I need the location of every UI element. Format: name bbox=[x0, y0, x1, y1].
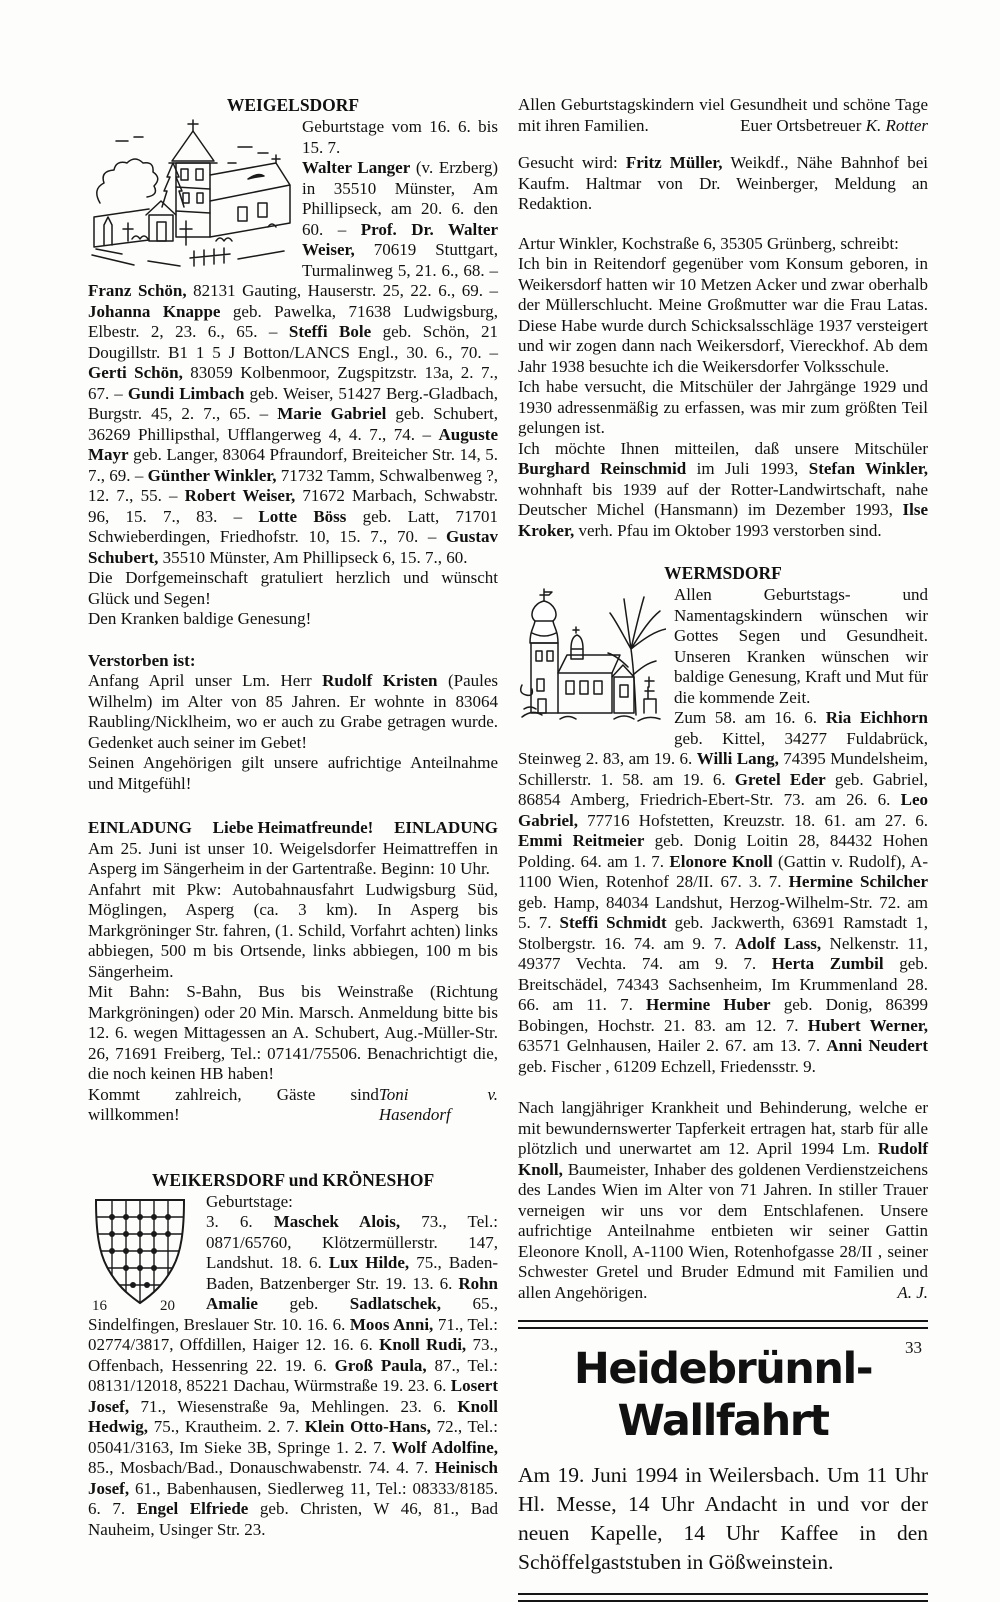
weigelsdorf-greeting: Die Dorfgemeinschaft gratuliert herzlich und wünscht Glück und Segen! bbox=[88, 568, 498, 608]
weigelsdorf-intro: Geburtstage vom 16. 6. bis 15. 7. bbox=[302, 117, 498, 157]
page-number: 33 bbox=[905, 1338, 922, 1357]
section-heading-weikersdorf: WEIKERSDORF und KRÖNESHOF bbox=[151, 1169, 435, 1190]
column-right bbox=[518, 95, 928, 1602]
einladung-paragraph-1: Am 25. Juni ist unser 10. Weigelsdorfer Heimattreffen in Asperg im Sängerheim in der Gartentraße. Beginn: 10 Uhr. bbox=[88, 838, 498, 878]
winkler-letter-intro: Artur Winkler, Kochstraße 6, 35305 Grünberg, schreibt: bbox=[518, 233, 899, 253]
weikersdorf-shield-illustration bbox=[88, 1194, 192, 1312]
einladung-signature: Toni v. Hasendorf bbox=[378, 1084, 498, 1124]
wermsdorf-greeting: Allen Geburtstags- und Namentagskindern wünschen wir Gottes Segen und Gesundheit. Unseren Kranken wünschen wir baldige Genesung, Kraft und Mut für die kommende Zeit. bbox=[674, 585, 928, 707]
verstorben-text-2: Seinen Angehörigen gilt unsere aufrichtige Anteilnahme und Mitgefühl! bbox=[88, 753, 498, 793]
wermsdorf-section bbox=[518, 585, 928, 1077]
einladung-heading-row bbox=[88, 818, 498, 839]
einladung-paragraph-3: Mit Bahn: S-Bahn, Bus bis Weinstraße (Richtung Markgröningen) oder 20 Min. Marsch. Anmeldung bitte bis 12. 6. wegen Mittagessen an A. Schubert, Aug.-Müller-Str. 26, 71691 Freiberg, Tel.: 07141/75506. Benachrichtigt die, die noch keinen HB haben! bbox=[88, 982, 498, 1083]
double-rule-top bbox=[518, 1320, 928, 1329]
einladung-label-right: EINLADUNG bbox=[394, 818, 498, 837]
weigelsdorf-section bbox=[88, 117, 498, 630]
section-heading-wermsdorf: WERMSDORF bbox=[664, 563, 782, 583]
wallfahrt-body: Am 19. Juni 1994 in Weilersbach. Um 11 Uhr Hl. Messe, 14 Uhr Andacht in und vor der neuen Kapelle, 14 Uhr Kaffee in den Schöffelgaststuben in Gößweinstein. bbox=[518, 1463, 928, 1574]
wermsdorf-birthday-list: Zum 58. am 16. 6. Ria Eichhorn geb. Kittel, 34277 Fuldabrück, Steinweg 2. 83, am 19. 6. Willi Lang, 74395 Mundelsheim, Schillerstr. 1. 58. am 19. 6. Gretel Eder geb. Gabriel, 86854 Amberg, Friedrich-Ebert-Str. 73. am 26. 6. Leo Gabriel, 77716 Hofstetten, Kreuzstr. 18. 61. am 27. 6. Emmi Reitmeier geb. Donig Loitin 28, 84432 Hohen Polding. 64. am 1. 7. Elonore Knoll (Gattin v. Rudolf), A-1100 Wien, Rotenhof 28/II. 67. 3. 7. Hermine Schilcher geb. Hamp, 84034 Landshut, Herzog-Wilhelm-Str. 72. am 5. 7. Steffi Schmidt geb. Jackwerth, 63691 Ramstadt 1, Stolbergstr. 16. 74. am 9. 7. Adolf Lass, Nelkenstr. 11, 49377 Vechta. 74. am 9. 7. Herta Zumbil geb. Breitschädel, 74343 Sachsenheim, Im Krummenland 28. 66. am 11. 7. Hermine Huber geb. Donig, 86399 Bobingen, Hochstr. 21. 83. am 12. 7. Hubert Werner, 63571 Gelnhausen, Hailer 2. 67. am 13. 7. Anni Neudert geb. Fischer , 61209 Echzell, Friedensstr. 9. bbox=[518, 708, 929, 1076]
einladung-label-center: Liebe Heimatfreunde! bbox=[212, 818, 374, 837]
shield-number-right: 20 bbox=[160, 1297, 175, 1312]
shield-number-left: 16 bbox=[92, 1297, 107, 1312]
winkler-letter-paragraph-2: Ich habe versucht, die Mitschüler der Jahrgänge 1929 und 1930 adressenmäßig zu erfassen, was mir zum größten Teil gelungen ist. bbox=[518, 377, 928, 437]
double-rule-bottom bbox=[518, 1593, 928, 1602]
weigelsdorf-church-illustration bbox=[88, 119, 294, 269]
winkler-letter-paragraph-1: Ich bin in Reitendorf gegenüber vom Konsum geboren, in Weikersdorf hatten wir 10 Metzen Acker und zwar oberhalb der Müllerschlucht. Meine Großmutter war die Frau Latas. Diese Habe wurde durch Schicksalsschläge 1937 versteigert und wir zogen dann nach Weikersdorf, Viereckhof. Ab dem Jahr 1938 besuchte ich die Weikersdorfer Volksschule. bbox=[518, 254, 928, 376]
weikersdorf-label: Geburtstage: bbox=[206, 1191, 293, 1211]
einladung-closing: Kommt zahlreich, Gäste sind willkommen! bbox=[88, 1084, 379, 1124]
weigelsdorf-birthday-list: Walter Langer (v. Erzberg) in 35510 Münster, Am Phillipseck, am 20. 6. den 60. – Prof. Dr. Walter Weiser, 70619 Stuttgart, Turmalinweg 5, 21. 6., 68. – Franz Schön, 82131 Gauting, Hauserstr. 25, 22. 6., 69. – Johanna Knappe geb. Pawelka, 71638 Ludwigsburg, Elbestr. 2, 23. 6., 65. – Steffi Bole geb. Schön, 21 Dougillstr. B1 1 5 J Botton/LANCS Engl., 30. 6., 70. – Gerti Schön, 83059 Kolbenmoor, Zugspitzstr. 13a, 2. 7., 67. – Gundi Limbach geb. Weiser, 51427 Berg.-Gladbach, Burgstr. 45, 2. 7., 65. – Marie Gabriel geb. Schubert, 36269 Phillipsthal, Ufflangerweg 4, 4. 7., 74. – Auguste Mayr geb. Langer, 83064 Pfraundorf, Breiteicher Str. 14, 5. 7., 69. – Günther Winkler, 71732 Tamm, Schwalbenweg ?, 12. 7., 55. – Robert Weiser, 71672 Marbach, Schwabstr. 96, 15. 7., 83. – Lotte Böss geb. Latt, 71701 Schwieberdingen, Friedhofstr. 10, 15. 7., 70. – Gustav Schubert, 35510 Münster, Am Phillipseck 6, 15. 7., 60. bbox=[88, 158, 499, 567]
winkler-letter-paragraph-3: Ich möchte Ihnen mitteilen, daß unsere Mitschüler Burghard Reinschmid im Juli 1993, Stefan Winkler, wohnhaft bis 1939 auf der Rotter-Landwirtschaft, nahe Deutscher Michel (Hansmann) im Dezember 1993, Ilse Kroker, verh. Pfau im Oktober 1993 verstorben sind. bbox=[518, 438, 928, 540]
column-left bbox=[88, 95, 498, 1540]
intro-paragraph: Allen Geburtstagskindern viel Gesundheit und schöne Tage mit ihren Familien. Euer Ortsbetreuer K. Rotter bbox=[518, 95, 928, 135]
wallfahrt-headline: Heidebrünnl-Wallfahrt bbox=[573, 1344, 873, 1446]
verstorben-heading: Verstorben ist: bbox=[88, 650, 196, 670]
einladung-paragraph-2: Anfahrt mit Pkw: Autobahnausfahrt Ludwigsburg Süd, Möglingen, Asperg (ca. 3 km). In Asperg bis Markgröninger Str. fahren, (1. Schild, Vorfahrt achten) links abbiegen, 500 m bis Ortsende, links abbiegen, 100 m bis Sängerheim. bbox=[88, 879, 498, 981]
section-heading-weigelsdorf: WEIGELSDORF bbox=[226, 95, 360, 115]
wermsdorf-church-illustration bbox=[518, 587, 666, 727]
weikersdorf-birthday-list: 3. 6. Maschek Alois, 73., Tel.: 0871/65760, Klötzermüllerstr. 147, Landshut. 18. 6. Lux Hilde, 75., Baden-Baden, Batzenberger Str. 19. 13. 6. Rohn Amalie geb. Sadlatschek, 65., Sindelfingen, Breslauer Str. 10. 16. 6. Moos Anni, 71., Tel.: 02774/3817, Offdillen, Haiger 12. 16. 6. Knoll Rudi, 73., Offenbach, Hessenring 22. 19. 6. Groß Paula, 87., Tel.: 08131/12018, 85221 Dachau, Würmstraße 19. 23. 6. Losert Josef, 71., Wiesenstraße 9a, Mehlingen. 23. 6. Knoll Hedwig, 75., Krautheim. 2. 7. Klein Otto-Hans, 72., Tel.: 05041/3163, Im Sieke 3B, Springe 1. 2. 7. Wolf Adolfine, 85., Mosbach/Bad., Donauschwabenstr. 74. 4. 7. Heinisch Josef, 61., Babenhausen, Siedlerweg 11, Tel.: 08333/8185. 6. 7. Engel Elfriede geb. Christen, W 46, 81., Bad Nauheim, Usinger Str. 23. bbox=[88, 1212, 499, 1539]
weikersdorf-section bbox=[88, 1192, 498, 1541]
einladung-closing-row bbox=[88, 1085, 498, 1126]
verstorben-text: Anfang April unser Lm. Herr Rudolf Kristen (Paules Wilhelm) im Alter von 85 Jahren. Er wohnte in 83064 Raubling/Nicklheim, wo er auch zu Grabe getragen wurde. Gedenket auch seiner im Gebet! bbox=[88, 671, 499, 752]
einladung-label-left: EINLADUNG bbox=[88, 818, 192, 837]
obituary-paragraph: Nach langjähriger Krankheit und Behinderung, welche er mit bewundernswerter Tapferkeit ertragen hat, starb für alle plötzlich und unerwartet am 12. April 1994 Lm. Rudolf Knoll, Baumeister, Inhaber des goldenen Verdienstzeichens des Landes Wien im Alter von 71 Jahren. In stiller Trauer verneigen wir uns vor dem Entschlafenen. Unsere aufrichtige Anteilnahme entbieten wir seiner Gattin Eleonore Knoll, A-1100 Wien, Rotenhofgasse 28/II , seiner Schwester Gretel und Bruder Edmund mit Familien und allen Angehörigen. A. J. bbox=[518, 1098, 928, 1302]
gesucht-paragraph: Gesucht wird: Fritz Müller, Weikdf., Nähe Bahnhof bei Kaufm. Haltmar von Dr. Weinberger, Meldung an Redaktion. bbox=[518, 153, 928, 213]
weigelsdorf-greeting-2: Den Kranken baldige Genesung! bbox=[88, 609, 312, 628]
